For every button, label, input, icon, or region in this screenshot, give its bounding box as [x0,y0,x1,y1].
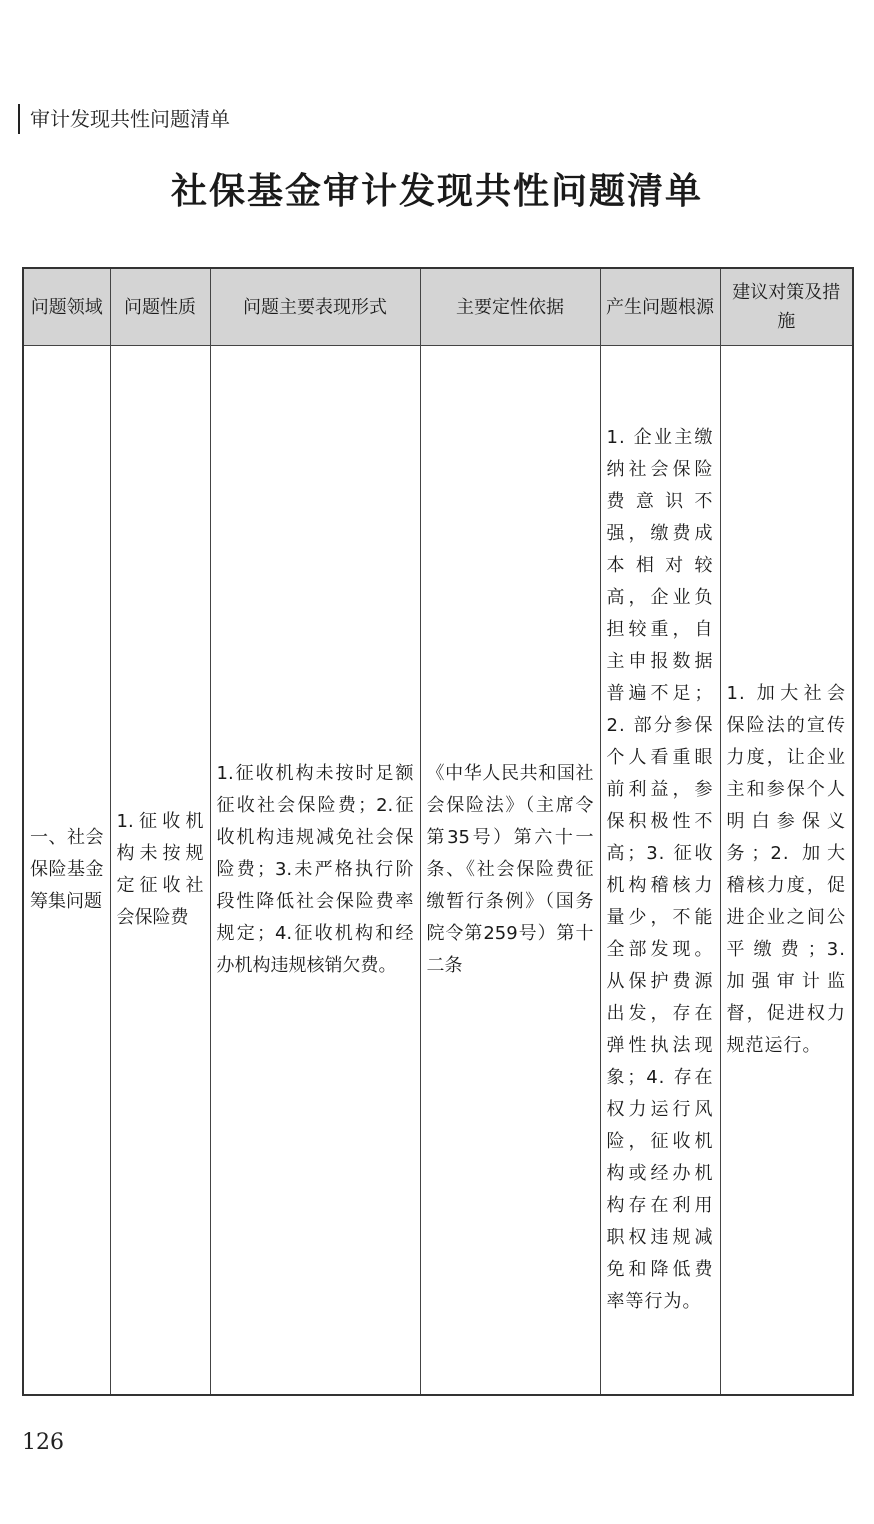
header-manifestation: 问题主要表现形式 [210,268,420,346]
header-nature: 问题性质 [110,268,210,346]
cell-basis: 《中华人民共和国社会保险法》（主席令第35号）第六十一条、《社会保险费征缴暂行条例》（国务院令第259号）第十二条 [420,346,600,1396]
running-head: 审计发现共性问题清单 [18,104,230,134]
cell-suggestion: 1. 加大社会保险法的宣传力度，让企业主和参保个人明白参保义务；2. 加大稽核力度，促进企业之间公平缴费；3. 加强审计监督，促进权力规范运行。 [720,346,853,1396]
page-title: 社保基金审计发现共性问题清单 [170,171,703,212]
audit-issue-table [22,267,854,1396]
cell-domain: 一、社会保险基金筹集问题 [23,346,110,1396]
header-suggestion: 建议对策及措施 [720,268,853,346]
header-domain: 问题领域 [23,268,110,346]
cell-manifestation: 1.征收机构未按时足额征收社会保险费；2.征收机构违规减免社会保险费；3.未严格执行阶段性降低社会保险费率规定；4.征收机构和经办机构违规核销欠费。 [210,346,420,1396]
table-row [23,346,853,1396]
cell-nature: 1.征收机构未按规定征收社会保险费 [110,346,210,1396]
header-basis: 主要定性依据 [420,268,600,346]
header-source: 产生问题根源 [600,268,720,346]
cell-source: 1. 企业主缴纳社会保险费意识不强，缴费成本相对较高，企业负担较重，自主申报数据普遍不足；2. 部分参保个人看重眼前利益，参保积极性不高；3. 征收机构稽核力量少，不能全部发现。从保护费源出发，存在弹性执法现象；4. 存在权力运行风险，征收机构或经办机构存在利用职权违规减免和降低费率等行为。 [600,346,720,1396]
table-header-row [23,268,853,346]
page-number: 126 [22,1430,64,1455]
